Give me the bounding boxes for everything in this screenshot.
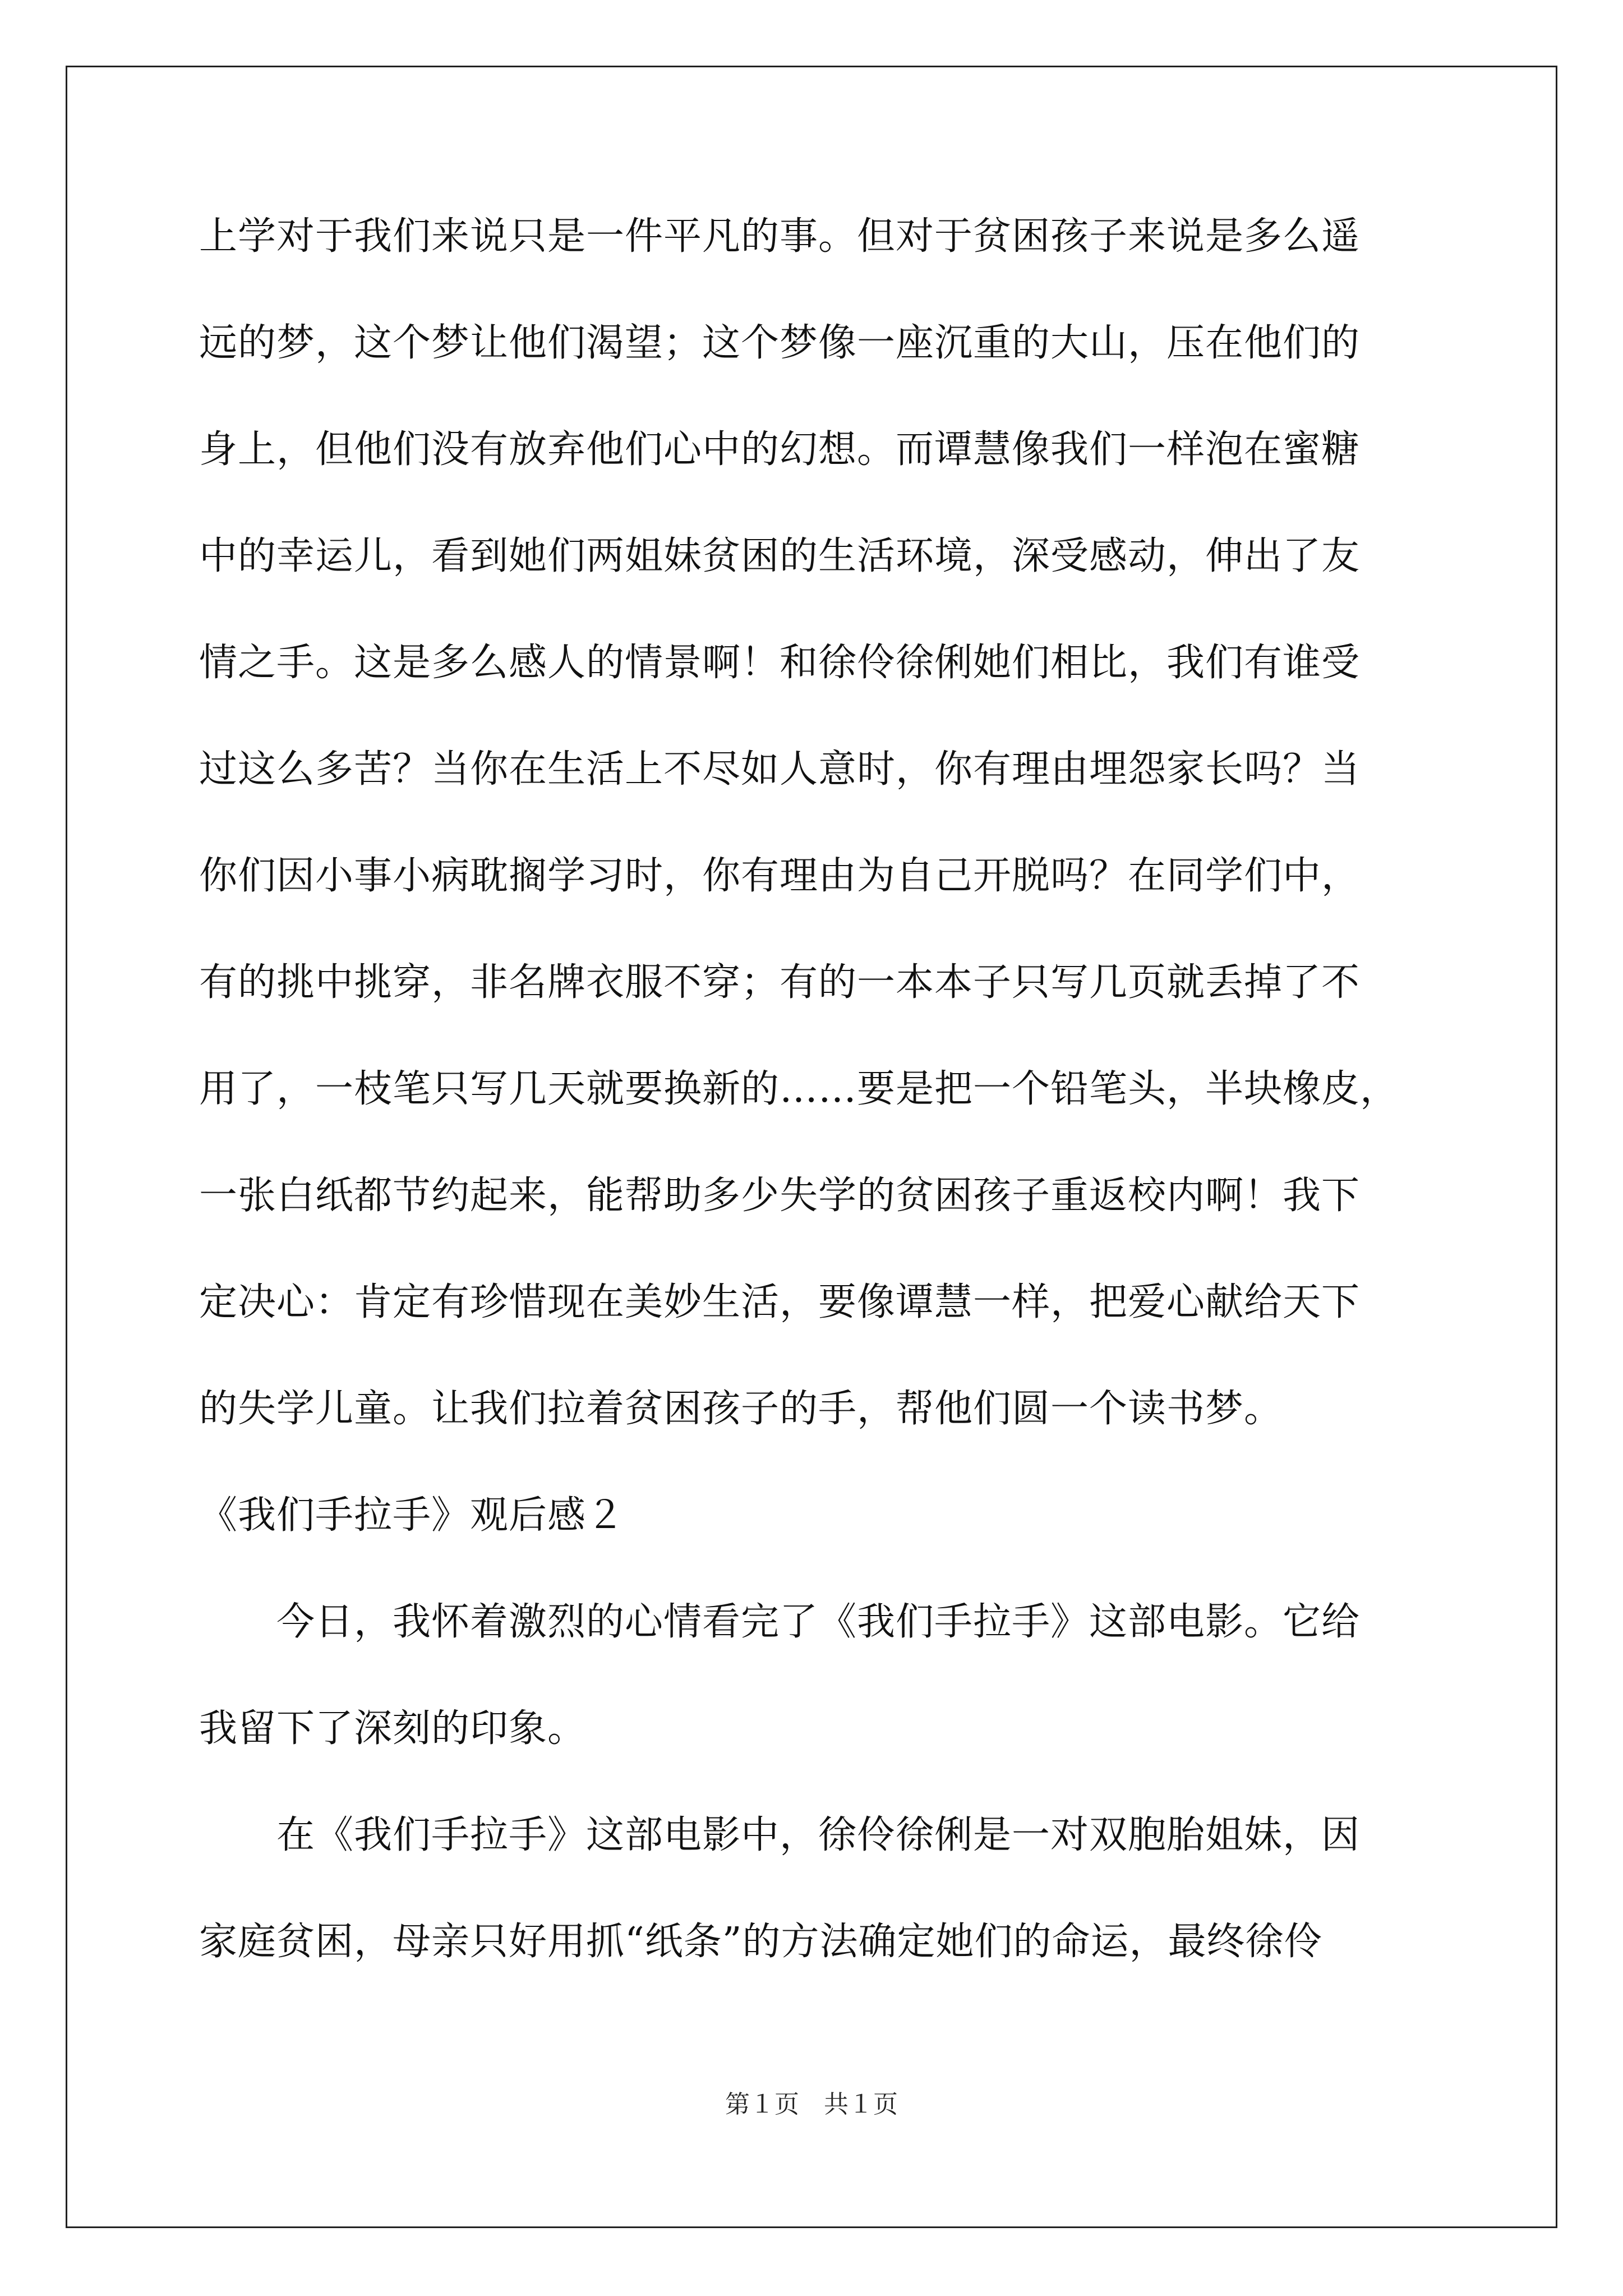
text-line: 家庭贫困，母亲只好用抓“纸条”的方法确定她们的命运，最终徐伶 [199, 1920, 1323, 1964]
text-line: 有的挑中挑穿，非名牌衣服不穿；有的一本本子只写几页就丢掉了不 [199, 960, 1361, 1005]
text-line: 上学对于我们来说只是一件平凡的事。但对于贫困孩子来说是多么遥 [199, 214, 1361, 259]
text-line: 一张白纸都节约起来，能帮助多少失学的贫困孩子重返校内啊！我下 [199, 1174, 1361, 1218]
text-line: 我留下了深刻的印象。 [199, 1706, 587, 1751]
text-line: 身上，但他们没有放弃他们心中的幻想。而谭慧像我们一样泡在蜜糖 [199, 427, 1361, 472]
text-line: 过这么多苦？当你在生活上不尽如人意时，你有理由埋怨家长吗？当 [199, 747, 1361, 792]
page-border [66, 66, 1557, 2228]
text-line: 你们因小事小病耽搁学习时，你有理由为自己开脱吗？在同学们中， [199, 854, 1361, 898]
text-line: 的失学儿童。让我们拉着贫困孩子的手，帮他们圆一个读书梦。 [199, 1387, 1283, 1431]
page-number-footer: 第１页 共１页 [725, 2090, 898, 2119]
text-line: 定决心：肯定有珍惜现在美妙生活，要像谭慧一样，把爱心献给天下 [199, 1280, 1361, 1324]
text-line: 情之手。这是多么感人的情景啊！和徐伶徐俐她们相比，我们有谁受 [199, 641, 1361, 685]
text-line: 用了，一枝笔只写几天就要换新的……要是把一个铅笔头，半块橡皮， [199, 1067, 1399, 1111]
text-line: 远的梦，这个梦让他们渴望；这个梦像一座沉重的大山，压在他们的 [199, 321, 1361, 365]
text-line: 在《我们手拉手》这部电影中，徐伶徐俐是一对双胞胎姐妹，因 [199, 1813, 1361, 1857]
section-heading: 《我们手拉手》观后感２ [199, 1493, 625, 1538]
text-line: 今日，我怀着激烈的心情看完了《我们手拉手》这部电影。它给 [199, 1600, 1361, 1644]
text-line: 中的幸运儿，看到她们两姐妹贫困的生活环境，深受感动，伸出了友 [199, 534, 1361, 578]
